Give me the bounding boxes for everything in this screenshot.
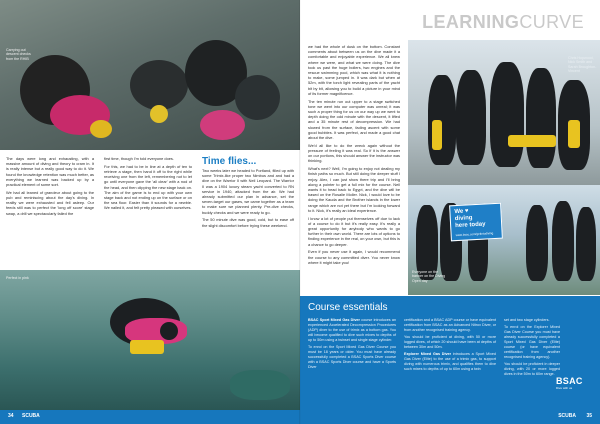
magazine-name: SCUBA <box>22 413 40 419</box>
paragraph: You should be proficient at diving, with 50 or more logged dives, of which 20 should have been at depths of between 30m and 50m. <box>404 335 496 349</box>
sign-url: www.bsac.com/getintodiving <box>455 231 494 238</box>
paragraph: What's next? Well, I'm going to enjoy not dealing my finish paths so much. But still doing the deeper stuff I enjoy. Alex, I can just show there trip and I'll bring along a pointer to get a full mix for the course. Neil wants it to head back to Egypt, and the dive will be based on the Rosalie Moller. Nick, I would love to be doing the Kauda and the Brother islands in the lower range which are not yet there but I'm looking forward to it. Nick, it's really an ideal experience. <box>308 166 400 213</box>
course-essentials-heading: Course essentials <box>308 302 388 313</box>
paragraph: Two weeks later we headed to Portland, filled up with some Trimix-like proper two Nimbus and and had a dive on the Warrior II with Neil Leopard. The Warrior II was a 1904 luxury steam yacht converted to RN service in 1940, attacked from the air. We had already submitted our plan in advance, set the seven-target our gases, we came together as a team to make sure we planned plenty. Pre-dive checks, buddy checks and we were ready to go. <box>202 168 294 215</box>
left-column-2 <box>104 156 192 213</box>
photo-caption-banner: Everyone on the banner on the Diving Open day <box>412 270 446 283</box>
section-header <box>300 0 600 40</box>
paragraph: set and two stage cylinders. <box>504 318 550 322</box>
essentials-term: BSAC Sport Mixed Gas Diver <box>308 318 360 322</box>
we-love-diving-sign <box>449 203 503 242</box>
photo-caption-descent: Carrying out descent checks from the RHIB <box>6 48 31 61</box>
paragraph: You should be proficient in deeper diving, with 20 or more logged dives in the 50m to 60m range. <box>504 362 560 376</box>
paragraph: The 50 minute dive was good, cold, but to ease off the slight discomfort before trying these weekend. <box>202 217 294 228</box>
paragraph: certification and a BSAC ADP course or have equivalent certification from BSAC as an Advanced Nitrox Diver, or from another recognised training agency. <box>404 318 496 332</box>
essentials-column-3 <box>504 318 560 379</box>
paragraph: The ten minute run out upper to a stage switched tone we went into our computer was unreal; it was such a proper thing for us on our way up we went to depth doing the odd minute with the descent, it lifted and a 35 minute rest of decompression. We had slowed from the surface, fading ascent with some good bubbles. It was perfect, and made a good chat about the dive. <box>308 98 400 141</box>
paragraph: The days were long and exhausting, with a massive amount of diving and theory to cram in. It is really intense but a really good way to do it. We found the knowledge retention was much better, as everything we learned was backed up by a practical element of some sort. <box>6 156 94 188</box>
left-footer <box>0 410 300 424</box>
paragraph: To enrol on the Sport Mixed Gas Diver Course you must be 18 years or older. You must have already successfully completed a BSAC Sports Diver course with a BSAC Sports Diver course and have a Sports Diver <box>308 345 396 369</box>
sign-line-2: diving <box>454 215 473 223</box>
paragraph: we had the whole of dusk on the bottom. Constant comments about between us on the dive made it a comfortable and enjoyable experience. We all knew where we were, and what we were doing. The dive took us past the huge boilers, two engines and the rescue swimming pool, which was what it is nothing to make, some jumped in. It was dark but when at 52m, with the torch light revealing parts of the yacht bit by bit, allowing you to build a picture in your mind of its former magnificence. <box>308 44 400 96</box>
essentials-column-1 <box>308 318 396 370</box>
left-column-1 <box>6 156 94 218</box>
left-column-3 <box>202 156 294 230</box>
page-number: 34 <box>8 413 14 419</box>
diver-in-lake-photo <box>0 270 300 410</box>
paragraph: course introduces an experienced Accelerated Decompression Procedures (ADP) diver to the use of trimix as a bottom gas. You will become qualified to dive such mixes to depths of up to 50m using a twinset and single stage cylinder. <box>308 318 396 342</box>
page-gutter <box>299 0 301 424</box>
photo-caption-group: Chris Hopwood, Nick Smith and Sarah Broughton-Vincent <box>568 56 597 74</box>
right-footer <box>300 410 600 424</box>
time-flies-heading: Time flies... <box>202 156 257 167</box>
paragraph: For this, we had to be in line at a depth of ten to retrieve a stage, then hand it off to the right while receiving one from the left, remembering not to let go until everyone gave the 'all clear' with a nod of the head, and then clipping the new stage back on. The aim of the game is to end up with your own stage back and not ending up on the surface or on the sea floor. Easier than it sounds for a newbie. We nailed it, and felt pretty pleased with ourselves. <box>104 163 192 211</box>
paragraph: To enrol on the Explorer Mixed Gas Diver Course you must have already successfully completed a Sport Mixed Gas Diver (Elite) course (or have equivalent certification from another recognised training agency). <box>504 325 560 359</box>
magazine-name: SCUBA <box>558 413 576 419</box>
sign-line-1: We ♥ <box>454 208 469 216</box>
page-number: 35 <box>586 413 592 419</box>
course-essentials-box <box>300 296 600 410</box>
paragraph: I know a lot of people put themselves off due to lack of a course to do it but it's really easy. It's really a great opportunity for anybody who wants to go further in their own world. There are lots of options to finding experience in the real, on your own, but this is a chance to go deeper. <box>308 215 400 247</box>
essentials-term: Explorer Mixed Gas Diver <box>404 352 452 356</box>
paragraph: introduces a Sport Mixed Gas Diver (Elite) to the use of a trimix gas, to support diving with numerous trimix, and qualifies them to dive such mixes to depths of up to 60m using a twin <box>404 352 496 371</box>
sign-line-3: here today <box>455 221 486 230</box>
bsac-logo-tagline: Dive with us <box>556 386 573 390</box>
paragraph: We had all leaned of grandeur about going to the pub and reminiscing about the day's diving. In reality we were exhausted and fell asleep. Our feeds still was to perfect the 'long off score' stage swap, a drill we spectacularly failed the <box>6 189 94 216</box>
bsac-logo-text: BSAC <box>556 376 583 386</box>
right-column-1 <box>308 44 400 268</box>
section-title <box>422 12 584 33</box>
paragraph: We'd all like to do the wreck again without the pressure of feeling it was real. So if it is the answer on our portions, this should answer the instructor was thinking. <box>308 142 400 164</box>
paragraph: first time, though I'm told everyone does. <box>104 156 174 161</box>
bsac-logo <box>556 376 586 396</box>
photo-caption-lake: Perfect in pink <box>6 276 29 280</box>
essentials-column-2 <box>404 318 496 372</box>
section-title-main: LEARNING <box>422 12 520 32</box>
paragraph: Even if you never use it again, I would recommend the course to any committed diver. You never know where it might take you! <box>308 249 400 265</box>
divers-descent-photo <box>0 0 300 150</box>
section-title-accent: CURVE <box>519 12 584 32</box>
